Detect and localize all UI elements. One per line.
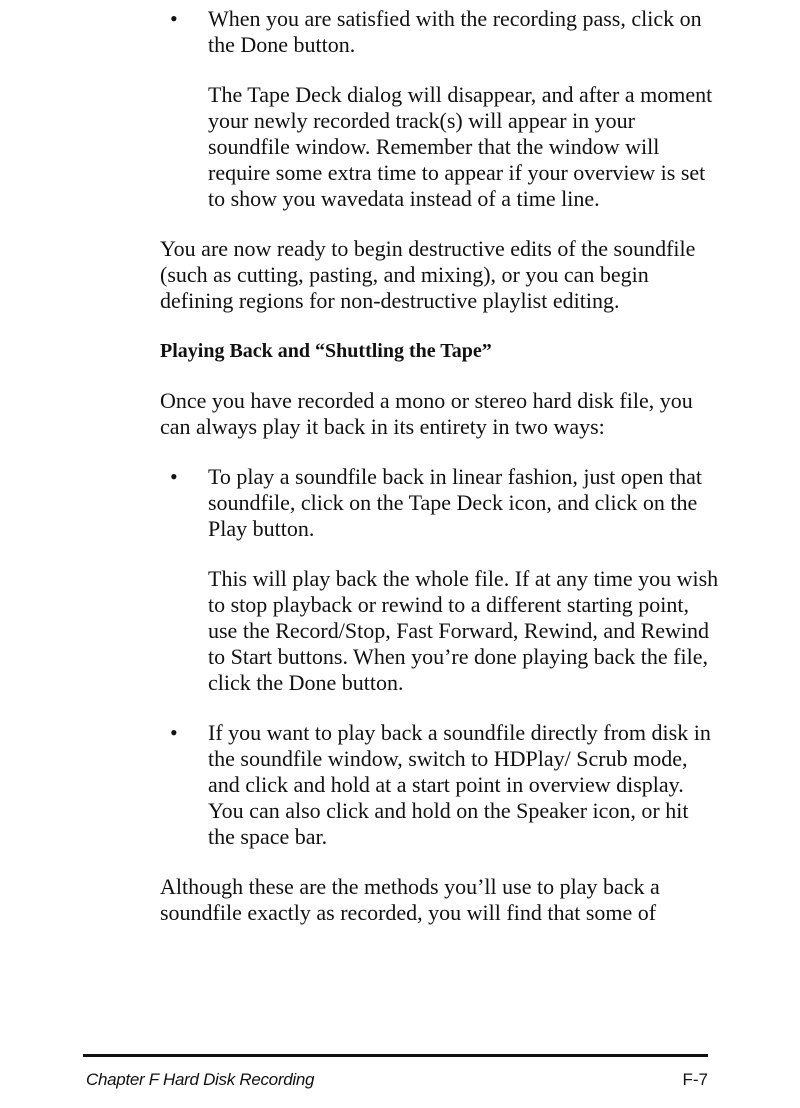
bullet-paragraph: When you are satisfied with the recording pass, click on the Done button. <box>208 6 702 57</box>
body-paragraph: You are now ready to begin destructive edits of the soundfile (such as cutting, pasting, and mixing), or you can begin defining regions for non-destructive playlist editing. <box>160 236 696 313</box>
bullet-paragraph: The Tape Deck dialog will disappear, and after a moment your newly recorded track(s) will appear in your soundfile window. Remember that the window will require some extra time to appear if your overview is set to show you wavedata instead of a time line. <box>208 82 713 211</box>
bullet-paragraph: This will play back the whole file. If at any time you wish to stop playback or rewind to a different starting point, use the Record/Stop, Fast Forward, Rewind, and Rewind to Start buttons. When you’re done playing back the file, click the Done button. <box>208 566 719 695</box>
body-paragraph: Once you have recorded a mono or stereo hard disk file, you can always play it back in its entirety in two ways: <box>160 388 693 439</box>
section-heading: Playing Back and “Shuttling the Tape” <box>160 340 492 362</box>
bullet-item-disk-playback <box>160 720 720 850</box>
page-number: F-7 <box>682 1070 708 1089</box>
body-text <box>160 6 720 950</box>
footer-chapter-title: Chapter F Hard Disk Recording <box>86 1070 315 1089</box>
footer-divider <box>83 1054 708 1057</box>
bullet-paragraph: If you want to play back a soundfile directly from disk in the soundfile window, switch to HDPlay/ Scrub mode, and click and hold at a start point in overview display. You can also click and hold on the Speaker icon, or hit the space bar. <box>208 720 711 849</box>
bullet-icon: • <box>170 720 178 745</box>
bullet-icon: • <box>170 464 178 489</box>
bullet-paragraph: To play a soundfile back in linear fashion, just open that soundfile, click on the Tape Deck icon, and click on the Play button. <box>208 464 702 541</box>
bullet-item-linear-playback <box>160 464 720 696</box>
bullet-icon: • <box>170 6 178 31</box>
bullet-item-done-button <box>160 6 720 212</box>
body-paragraph: Although these are the methods you’ll use to play back a soundfile exactly as recorded, you will find that some of <box>160 874 660 925</box>
